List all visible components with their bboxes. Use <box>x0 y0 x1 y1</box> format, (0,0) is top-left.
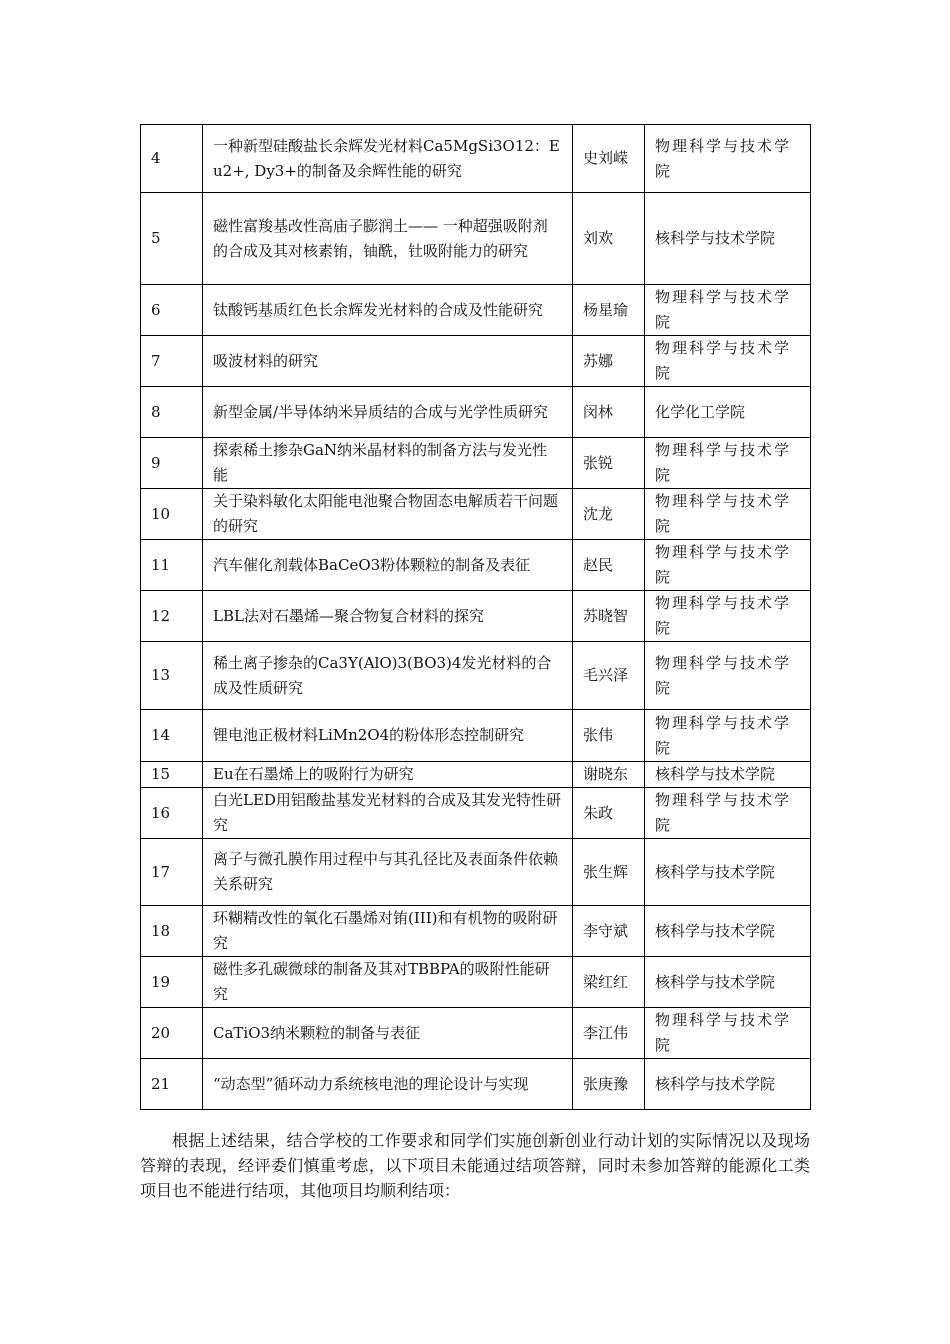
table-row <box>141 591 811 642</box>
row-number: 12 <box>141 591 203 642</box>
project-title: 磁性富羧基改性高庙子膨润土—— 一种超强吸附剂的合成及其对核素铕，铀酰，钍吸附能力的研究 <box>203 193 573 285</box>
row-number: 5 <box>141 193 203 285</box>
student-name: 朱政 <box>573 788 645 839</box>
row-number: 10 <box>141 489 203 540</box>
student-name: 毛兴泽 <box>573 642 645 710</box>
student-name: 闵林 <box>573 387 645 438</box>
project-title: 磁性多孔碳微球的制备及其对TBBPA的吸附性能研究 <box>203 957 573 1008</box>
table-row <box>141 957 811 1008</box>
project-title: 汽车催化剂载体BaCeO3粉体颗粒的制备及表征 <box>203 540 573 591</box>
school-name: 物理科学与技术学院 <box>645 125 811 193</box>
row-number: 6 <box>141 285 203 336</box>
school-name: 物理科学与技术学院 <box>645 285 811 336</box>
row-number: 18 <box>141 906 203 957</box>
table-row <box>141 1059 811 1110</box>
student-name: 苏晓智 <box>573 591 645 642</box>
projects-table <box>140 124 811 1110</box>
school-name: 物理科学与技术学院 <box>645 540 811 591</box>
school-name: 物理科学与技术学院 <box>645 489 811 540</box>
project-title: 新型金属/半导体纳米异质结的合成与光学性质研究 <box>203 387 573 438</box>
table-row <box>141 1008 811 1059</box>
table-row <box>141 762 811 788</box>
school-name: 物理科学与技术学院 <box>645 642 811 710</box>
student-name: 刘欢 <box>573 193 645 285</box>
student-name: 杨星瑜 <box>573 285 645 336</box>
row-number: 7 <box>141 336 203 387</box>
row-number: 16 <box>141 788 203 839</box>
school-name: 物理科学与技术学院 <box>645 438 811 489</box>
student-name: 张庚豫 <box>573 1059 645 1110</box>
student-name: 沈龙 <box>573 489 645 540</box>
school-name: 核科学与技术学院 <box>645 957 811 1008</box>
row-number: 11 <box>141 540 203 591</box>
student-name: 史刘嵘 <box>573 125 645 193</box>
school-name: 化学化工学院 <box>645 387 811 438</box>
table-row <box>141 125 811 193</box>
row-number: 19 <box>141 957 203 1008</box>
school-name: 物理科学与技术学院 <box>645 591 811 642</box>
table-row <box>141 489 811 540</box>
row-number: 15 <box>141 762 203 788</box>
project-title: 一种新型硅酸盐长余辉发光材料Ca5MgSi3O12：Eu2+, Dy3+的制备及余辉性能的研究 <box>203 125 573 193</box>
conclusion-paragraph: 根据上述结果，结合学校的工作要求和同学们实施创新创业行动计划的实际情况以及现场答辩的表现，经评委们慎重考虑，以下项目未能通过结项答辩，同时未参加答辩的能源化工类项目也不能进行结项，其他项目均顺利结项： <box>140 1131 810 1200</box>
table-row <box>141 788 811 839</box>
row-number: 14 <box>141 710 203 762</box>
school-name: 物理科学与技术学院 <box>645 336 811 387</box>
row-number: 17 <box>141 839 203 906</box>
school-name: 核科学与技术学院 <box>645 193 811 285</box>
table-row <box>141 285 811 336</box>
project-title: Eu在石墨烯上的吸附行为研究 <box>203 762 573 788</box>
row-number: 20 <box>141 1008 203 1059</box>
table-row <box>141 540 811 591</box>
table-row <box>141 710 811 762</box>
table-row <box>141 642 811 710</box>
projects-table-body <box>141 125 811 1110</box>
row-number: 8 <box>141 387 203 438</box>
project-title: 稀土离子掺杂的Ca3Y(AlO)3(BO3)4发光材料的合成及性质研究 <box>203 642 573 710</box>
project-title: 关于染料敏化太阳能电池聚合物固态电解质若干问题的研究 <box>203 489 573 540</box>
student-name: 张锐 <box>573 438 645 489</box>
table-row <box>141 193 811 285</box>
student-name: 张生辉 <box>573 839 645 906</box>
student-name: 谢晓东 <box>573 762 645 788</box>
student-name: 苏娜 <box>573 336 645 387</box>
student-name: 李守斌 <box>573 906 645 957</box>
school-name: 核科学与技术学院 <box>645 762 811 788</box>
project-title: LBL法对石墨烯—聚合物复合材料的探究 <box>203 591 573 642</box>
table-row <box>141 387 811 438</box>
row-number: 4 <box>141 125 203 193</box>
project-title: 吸波材料的研究 <box>203 336 573 387</box>
school-name: 物理科学与技术学院 <box>645 788 811 839</box>
project-title: 离子与微孔膜作用过程中与其孔径比及表面条件依赖关系研究 <box>203 839 573 906</box>
table-row <box>141 839 811 906</box>
project-title: “动态型”循环动力系统核电池的理论设计与实现 <box>203 1059 573 1110</box>
row-number: 21 <box>141 1059 203 1110</box>
project-title: 白光LED用铝酸盐基发光材料的合成及其发光特性研究 <box>203 788 573 839</box>
table-row <box>141 906 811 957</box>
school-name: 物理科学与技术学院 <box>645 710 811 762</box>
project-title: 环糊精改性的氧化石墨烯对铕(III)和有机物的吸附研究 <box>203 906 573 957</box>
school-name: 核科学与技术学院 <box>645 906 811 957</box>
student-name: 梁红红 <box>573 957 645 1008</box>
row-number: 9 <box>141 438 203 489</box>
project-title: 探索稀土掺杂GaN纳米晶材料的制备方法与发光性能 <box>203 438 573 489</box>
table-row <box>141 336 811 387</box>
student-name: 李江伟 <box>573 1008 645 1059</box>
student-name: 张伟 <box>573 710 645 762</box>
school-name: 物理科学与技术学院 <box>645 1008 811 1059</box>
project-title: CaTiO3纳米颗粒的制备与表征 <box>203 1008 573 1059</box>
student-name: 赵民 <box>573 540 645 591</box>
school-name: 核科学与技术学院 <box>645 839 811 906</box>
table-row <box>141 438 811 489</box>
school-name: 核科学与技术学院 <box>645 1059 811 1110</box>
project-title: 钛酸钙基质红色长余辉发光材料的合成及性能研究 <box>203 285 573 336</box>
row-number: 13 <box>141 642 203 710</box>
project-title: 锂电池正极材料LiMn2O4的粉体形态控制研究 <box>203 710 573 762</box>
